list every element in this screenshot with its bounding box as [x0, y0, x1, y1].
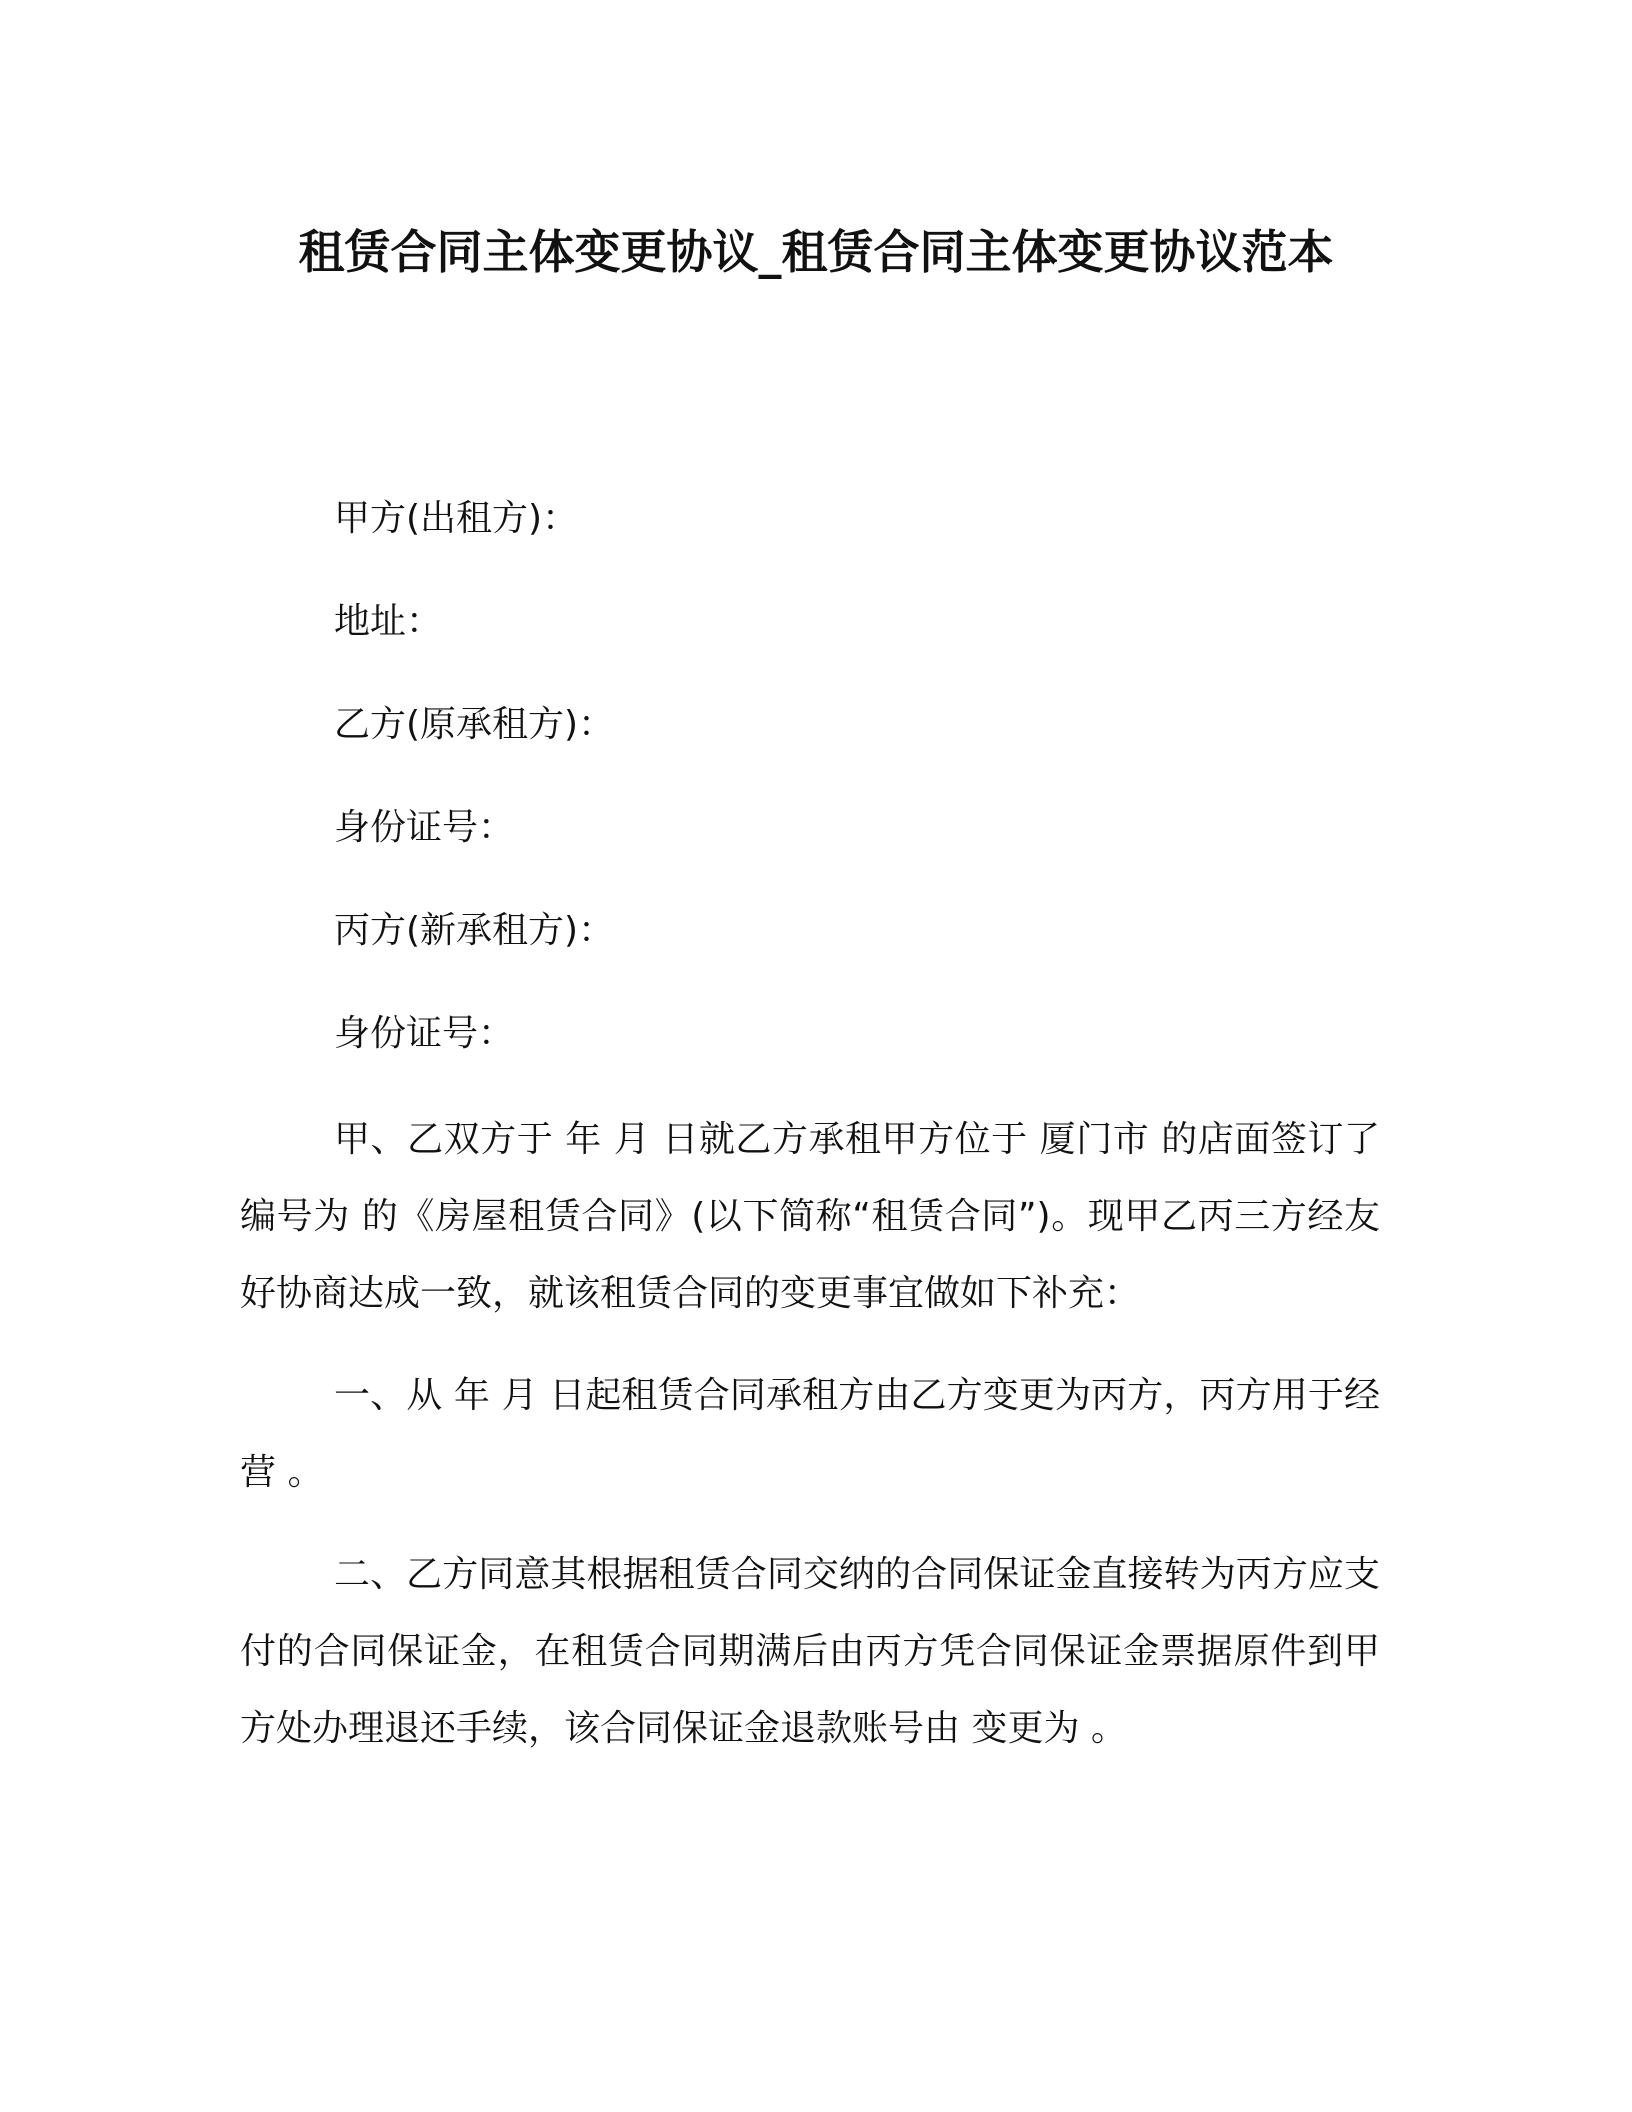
paragraph-clause-1: 一、从 年 月 日起租赁合同承租方由乙方变更为丙方，丙方用于经营 。	[240, 1375, 1380, 1493]
field-new-lessee-id: 身份证号：	[334, 1013, 515, 1054]
paragraph-clause-2: 二、乙方同意其根据租赁合同交纳的合同保证金直接转为丙方应支付的合同保证金，在租赁合同期满后由丙方凭合同保证金票据原件到甲方处办理退还手续，该合同保证金退款账号由 变更为 。	[240, 1554, 1380, 1749]
field-original-lessee-id: 身份证号：	[334, 807, 515, 848]
field-lessor: 甲方(出租方)：	[334, 498, 579, 539]
document-title: 租赁合同主体变更协议_租赁合同主体变更协议范本	[298, 225, 1334, 279]
paragraph-preamble: 甲、乙双方于 年 月 日就乙方承租甲方位于 厦门市 的店面签订了编号为 的《房屋租赁合同》(以下简称“租赁合同”)。现甲乙丙三方经友好协商达成一致，就该租赁合同的变更事宜做如下补充：	[240, 1119, 1380, 1314]
field-address: 地址：	[334, 601, 443, 642]
field-new-lessee: 丙方(新承租方)：	[334, 910, 615, 951]
field-original-lessee: 乙方(原承租方)：	[334, 704, 615, 745]
